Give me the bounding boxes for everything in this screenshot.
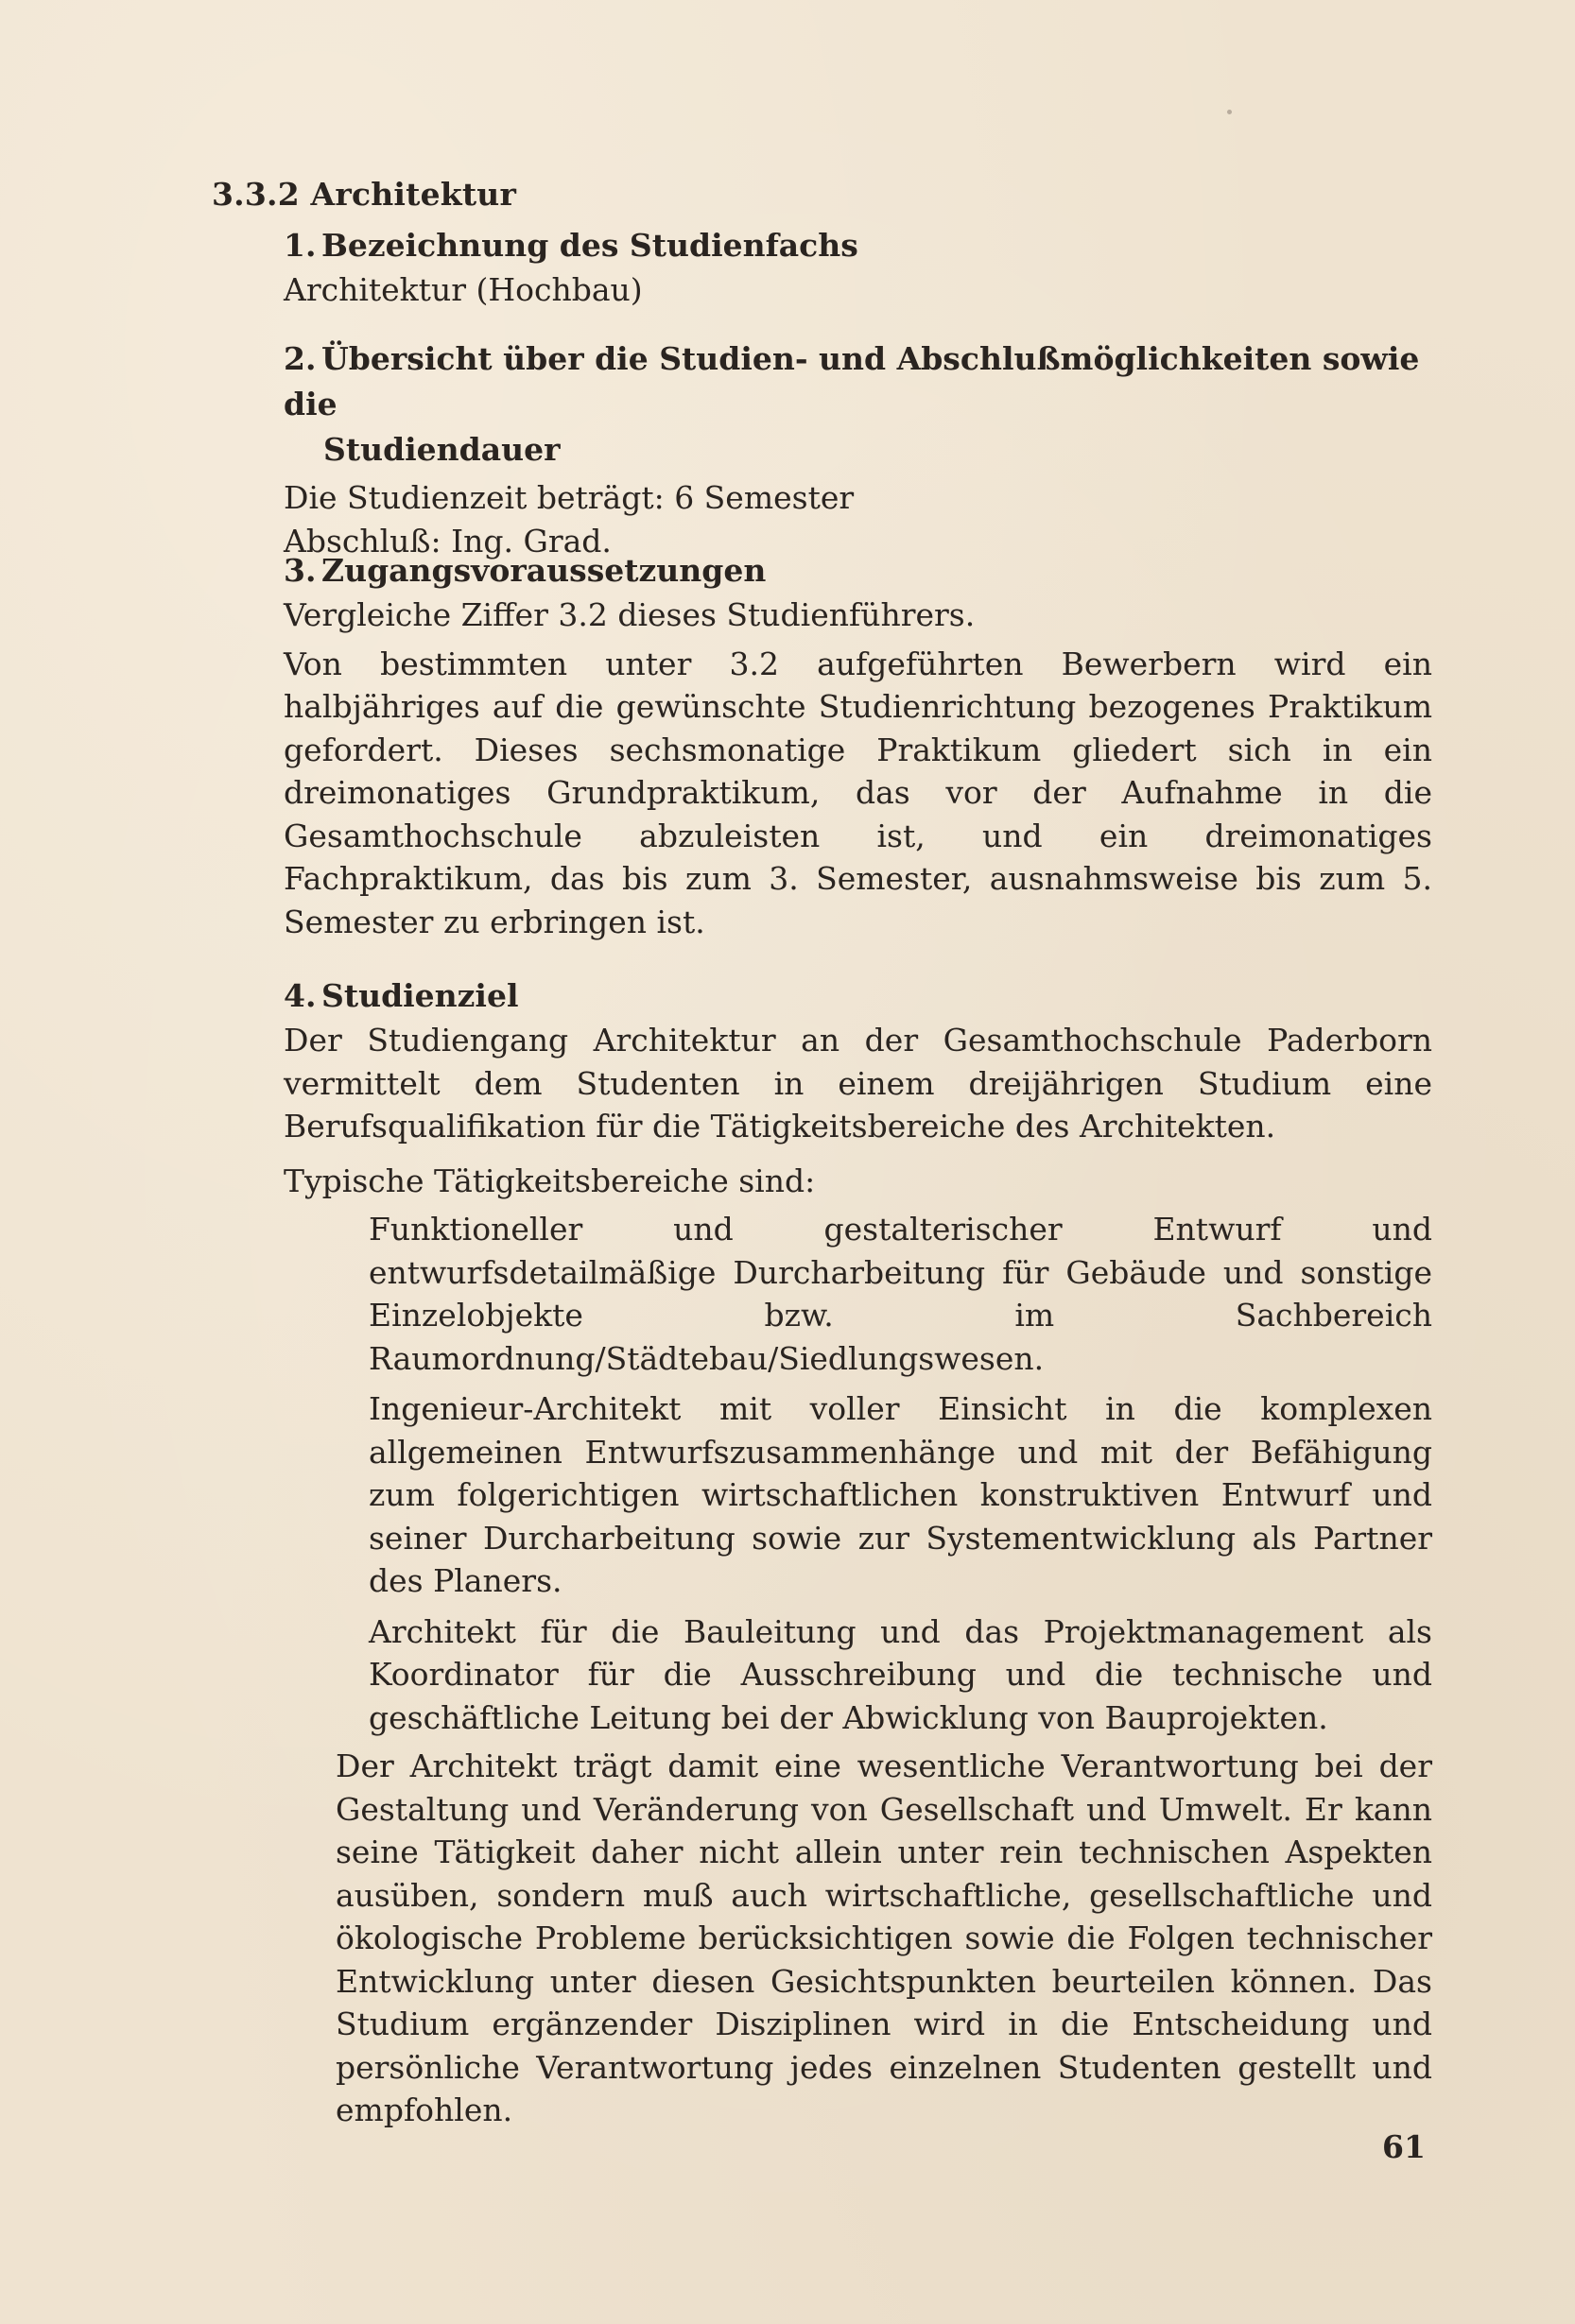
item-1-body: Architektur (Hochbau) (284, 271, 643, 308)
item-1-title: Bezeichnung des Studienfachs (321, 227, 858, 264)
section-heading: 3.3.2 Architektur (212, 176, 517, 213)
item-3-title: Zugangsvoraussetzungen (321, 552, 767, 589)
item-2-title-row (284, 336, 1432, 427)
item-4-intro-paragraph: Der Studiengang Architektur an der Gesamthochschule Paderborn vermittelt dem Studenten in einem dreijährigen Studium eine Berufsqualifikation für die Tätigkeitsbereiche des Architekten. (284, 1022, 1432, 1145)
item-4-number: 4. (284, 977, 317, 1014)
item-3-reference: Vergleiche Ziffer 3.2 dieses Studienführers. (284, 596, 976, 633)
item-1 (284, 223, 1432, 312)
item-2-number: 2. (284, 340, 317, 377)
item-4 (284, 973, 1432, 2132)
item-4-area-design: Funktioneller und gestalterischer Entwurf und entwurfsdetailmäßige Durcharbeitung für Gebäude und sonstige Einzelobjekte bzw. im Sachbereich Raumordnung/Städtebau/Siedlungswesen. (369, 1211, 1432, 1377)
paper-speck (1227, 110, 1232, 114)
item-2-study-duration: Die Studienzeit beträgt: 6 Semester (284, 479, 855, 516)
item-3-number: 3. (284, 552, 317, 589)
item-4-title: Studienziel (321, 977, 519, 1014)
page-number: 61 (1382, 2128, 1426, 2165)
item-1-number: 1. (284, 227, 317, 264)
item-4-area-engineer: Ingenieur-Architekt mit voller Einsicht in die komplexen allgemeinen Entwurfszusammenhänge und mit der Befähigung zum folgerichtigen wirtschaftlichen konstruktiven Entwurf und seiner Durcharbeitung sowie zur Systementwicklung als Partner des Planers. (369, 1390, 1432, 1599)
item-2-degree: Abschluß: Ing. Grad. (284, 522, 612, 559)
item-4-area-construction-management: Architekt für die Bauleitung und das Projektmanagement als Koordinator für die Ausschreibung und die technische und geschäftliche Leitung bei der Abwicklung von Bauprojekten. (369, 1612, 1432, 1736)
item-4-title-row (284, 973, 1432, 1019)
item-4-typical-areas-label: Typische Tätigkeitsbereiche sind: (284, 1162, 816, 1199)
item-2 (284, 336, 1432, 562)
item-2-title-line-2: Studiendauer (323, 431, 561, 468)
item-3 (284, 548, 1432, 943)
item-3-title-row (284, 548, 1432, 594)
item-4-closing-paragraph: Der Architekt trägt damit eine wesentliche Verantwortung bei der Gestaltung und Veränderung von Gesellschaft und Umwelt. Er kann seine Tätigkeit daher nicht allein unter rein technischen Aspekten ausüben, sondern muß auch wirtschaftliche, gesellschaftliche und ökologische Probleme berücksichtigen sowie die Folgen technischer Entwicklung unter diesen Gesichtspunkten beurteilen können. Das Studium ergänzender Disziplinen wird in die Entscheidung und persönliche Verantwortung jedes einzelnen Studenten gestellt und empfohlen. (336, 1747, 1432, 2128)
item-3-internship-paragraph: Von bestimmten unter 3.2 aufgeführten Bewerbern wird ein halbjähriges auf die gewünschte Studienrichtung bezogenes Praktikum gefordert. Dieses sechsmonatige Praktikum gliedert sich in ein dreimonatiges Grundpraktikum, das vor der Aufnahme in die Gesamthochschule abzuleisten ist, und ein dreimonatiges Fachpraktikum, das bis zum 3. Semester, ausnahmsweise bis zum 5. Semester zu erbringen ist. (284, 645, 1432, 940)
item-1-title-row (284, 223, 1432, 268)
item-2-title-line-1: Übersicht über die Studien- und Abschlußmöglichkeiten sowie die (284, 340, 1420, 422)
